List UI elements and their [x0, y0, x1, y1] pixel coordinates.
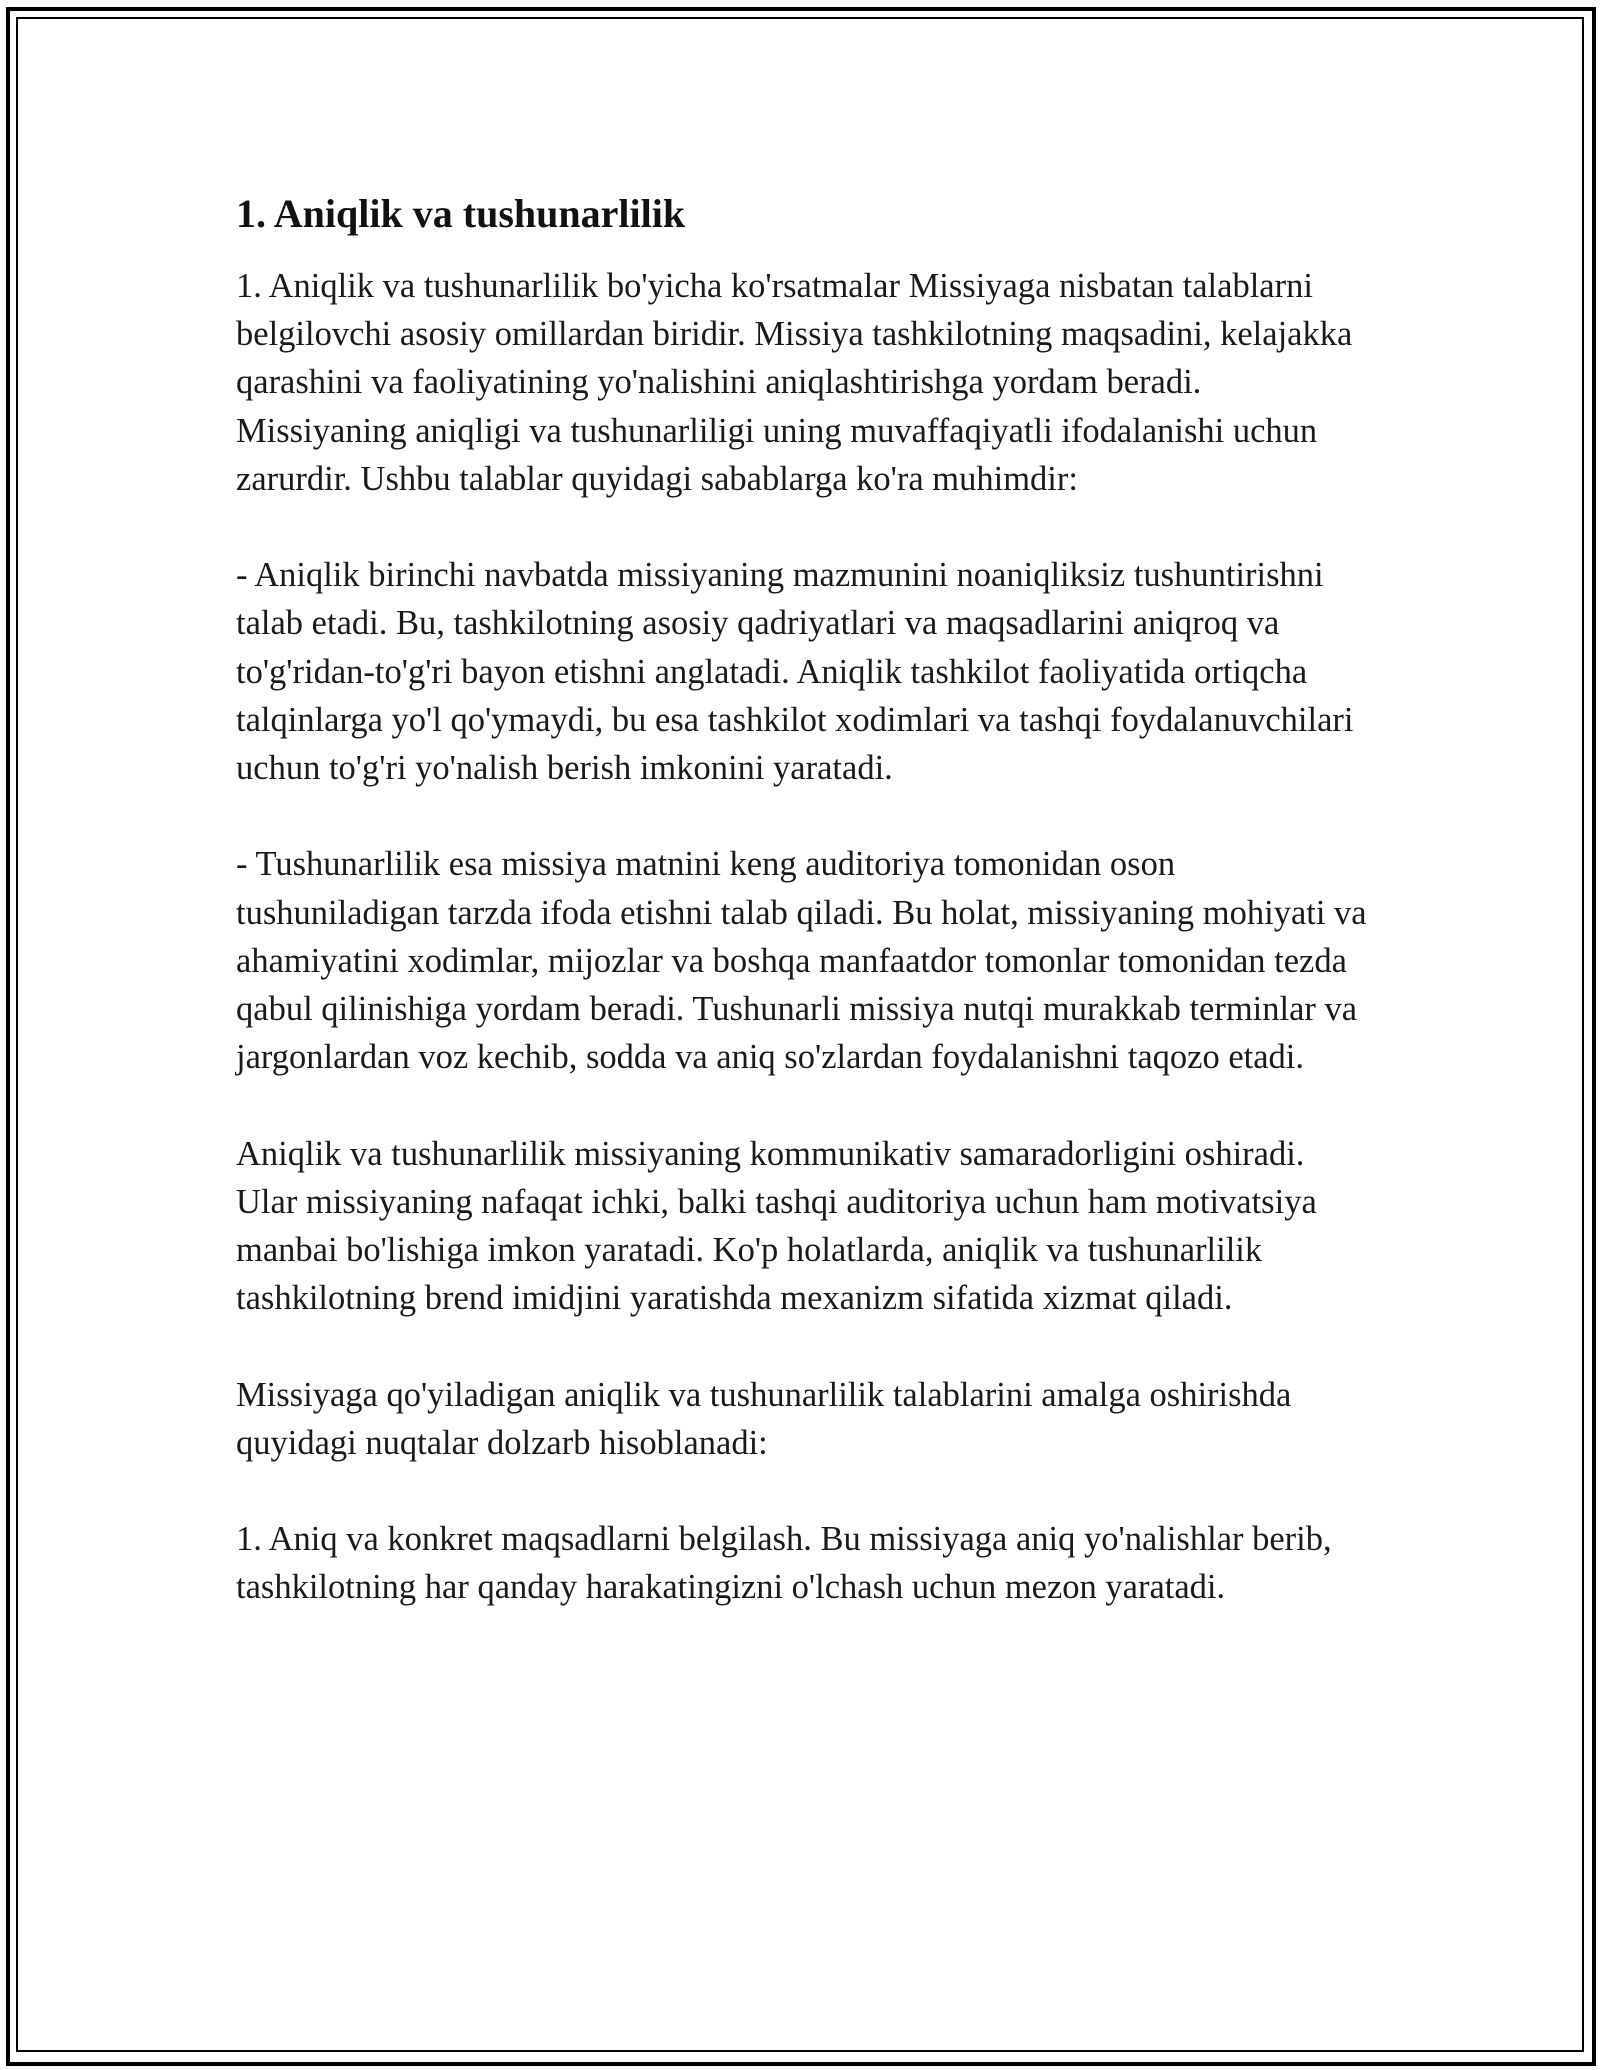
- paragraph-effectiveness: Aniqlik va tushunarlilik missiyaning kommunikativ samaradorligini oshiradi. Ular missiyaning nafaqat ichki, balki tashqi auditoriya uchun ham motivatsiya manbai bo'lishiga imkon yaratadi. Ko'p holatlarda, aniqlik va tushunarlilik tashkilotning brend imidjini yaratishda mexanizm sifatida xizmat qiladi.: [236, 1134, 1317, 1318]
- paragraph-key-points: Missiyaga qo'yiladigan aniqlik va tushunarlilik talablarini amalga oshirishda quyidagi nuqtalar dolzarb hisoblanadi:: [236, 1375, 1292, 1462]
- document-body: [236, 186, 1368, 1660]
- paragraph-point-1: 1. Aniq va konkret maqsadlarni belgilash. Bu missiyaga aniq yo'nalishlar berib, tashkilotning har qanday harakatingizni o'lchash uchun mezon yaratadi.: [236, 1520, 1332, 1607]
- paragraph-clarity: - Aniqlik birinchi navbatda missiyaning mazmunini noaniqliksiz tushuntirishni talab etadi. Bu, tashkilotning asosiy qadriyatlari va maqsadlarini aniqroq va to'g'ridan-to'g'ri bayon etishni anglatadi. Aniqlik tashkilot faoliyatida ortiqcha talqinlarga yo'l qo'ymaydi, bu esa tashkilot xodimlari va tashqi foydalanuvchilari uchun to'g'ri yo'nalish berish imkonini yaratadi.: [236, 556, 1354, 788]
- paragraph-intro: 1. Aniqlik va tushunarlilik bo'yicha ko'rsatmalar Missiyaga nisbatan talablarni belgilovchi asosiy omillardan biridir. Missiya tashkilotning maqsadini, kelajakka qarashini va faoliyatining yo'nalishini aniqlashtirishga yordam beradi. Missiyaning aniqligi va tushunarliligi uning muvaffaqiyatli ifodalanishi uchun zarurdir. Ushbu talablar quyidagi sabablarga ko'ra muhimdir:: [236, 267, 1353, 498]
- section-heading: 1. Aniqlik va tushunarlilik: [236, 191, 686, 236]
- paragraph-understandability: - Tushunarlilik esa missiya matnini keng auditoriya tomonidan oson tushuniladigan tarzda ifoda etishni talab qiladi. Bu holat, missiyaning mohiyati va ahamiyatini xodimlar, mijozlar va boshqa manfaatdor tomonlar tomonidan tezda qabul qilinishiga yordam beradi. Tushunarli missiya nutqi murakkab terminlar va jargonlardan voz kechib, sodda va aniq so'zlardan foydalanishni taqozo etadi.: [236, 845, 1367, 1077]
